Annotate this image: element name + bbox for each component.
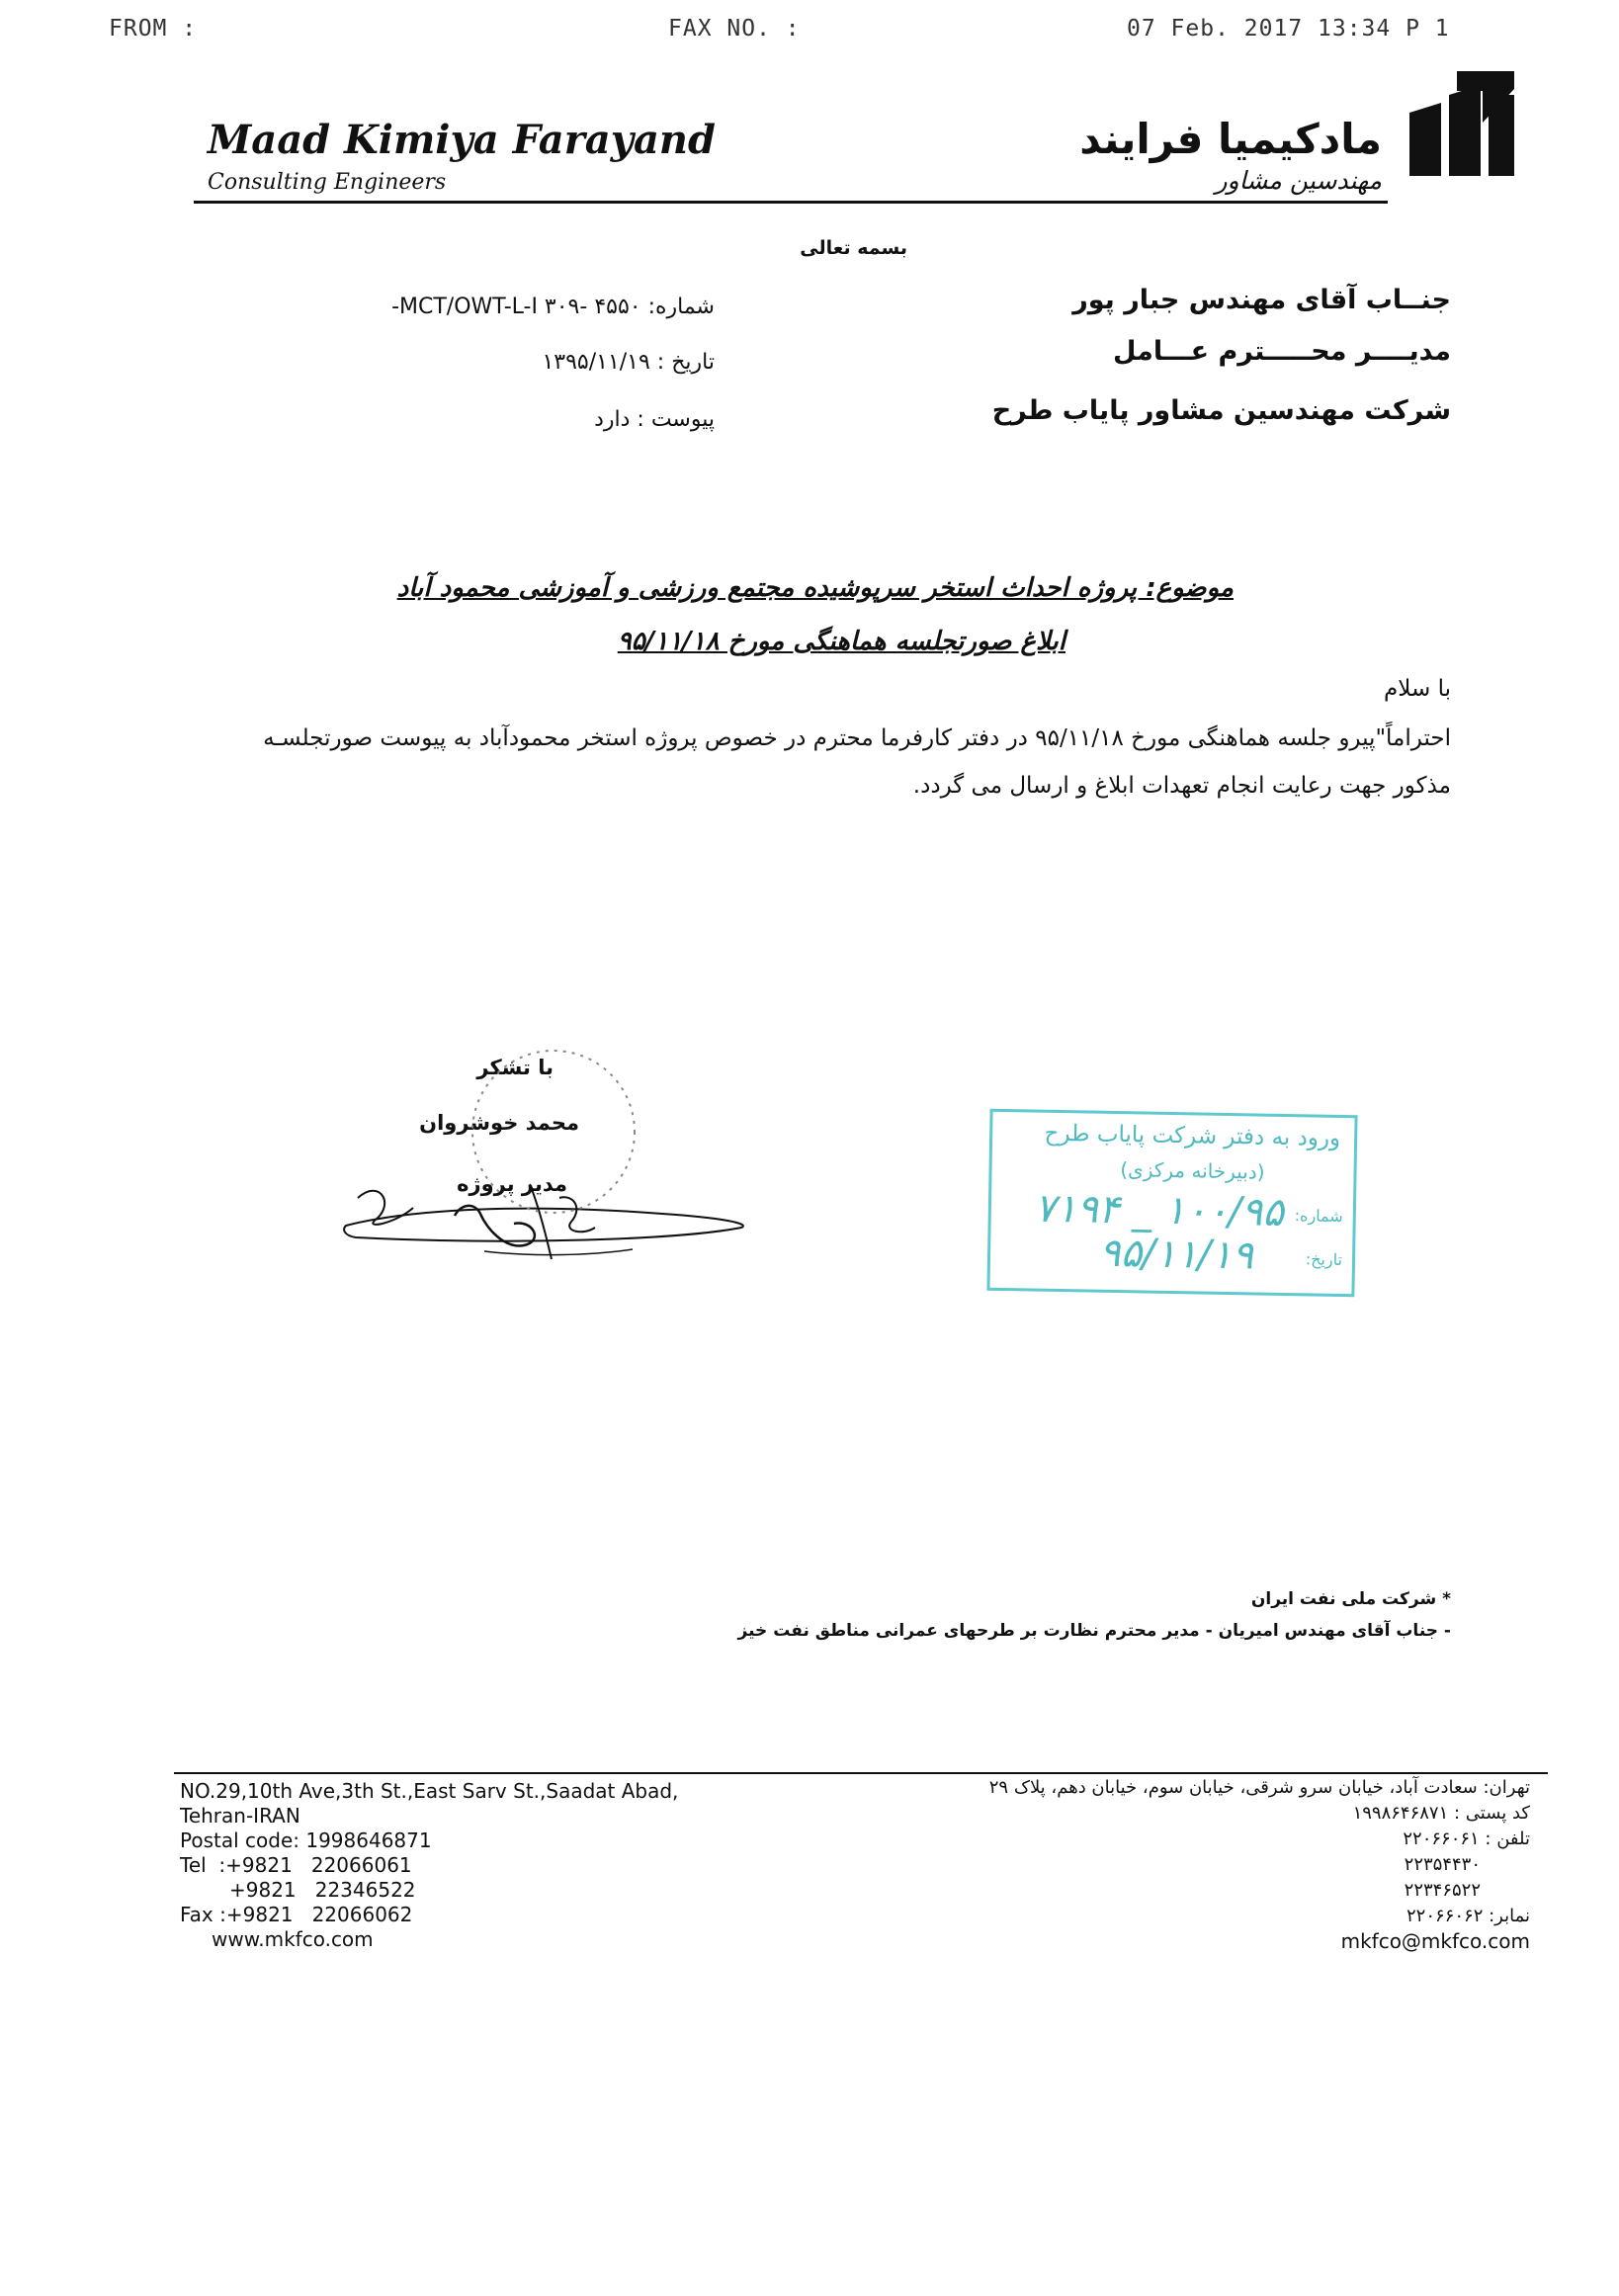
- footer-tel-2: +9821 22346522: [229, 1878, 416, 1902]
- received-stamp: [986, 1109, 1357, 1297]
- signature-closing: با تشکر: [476, 1056, 554, 1079]
- footer-divider: [174, 1772, 1548, 1774]
- body-line-1: احتراماً"پیرو جلسه هماهنگی مورخ ۹۵/۱۱/۱۸ در دفتر کارفرما محترم در خصوص پروژه استخر محمودآباد به پیوست صورتجلسـه: [263, 725, 1451, 751]
- cc-line-2: - جناب آقای مهندس امیریان - مدیر محترم نظارت بر طرحهای عمرانی مناطق نفت خیز: [737, 1621, 1451, 1641]
- stamp-subtitle: (دبیرخانه مرکزی): [1120, 1157, 1265, 1184]
- stamp-date-label: تاریخ:: [1305, 1249, 1343, 1270]
- letter-date: تاریخ : ۱۳۹۵/۱۱/۱۹: [542, 350, 715, 375]
- footer-tel-fa-2: ۲۲۳۵۴۴۳۰: [1404, 1854, 1481, 1875]
- footer-email: mkfco@mkfco.com: [1340, 1929, 1530, 1953]
- company-logo-icon: [1398, 65, 1516, 180]
- recipient-name: جنــاب آقای مهندس جبار پور: [1072, 285, 1451, 315]
- greeting: با سلام: [1384, 676, 1451, 702]
- footer-tel-fa-3: ۲۲۳۴۶۵۲۲: [1404, 1880, 1481, 1901]
- footer-address-line-2: Tehran-IRAN: [180, 1804, 300, 1828]
- letter-attachment: پیوست : دارد: [594, 407, 715, 432]
- footer-postal-fa: کد پستی : ۱۹۹۸۶۴۶۸۷۱: [1352, 1803, 1530, 1824]
- company-name-en: Maad Kimiya Farayand: [208, 117, 716, 163]
- footer-address-line-1: NO.29,10th Ave,3th St.,East Sarv St.,Saadat Abad,: [180, 1779, 679, 1803]
- stamp-number-value: ۱۰۰/۹۵ _ ۷۱۹۴: [1034, 1185, 1285, 1235]
- signature-title: مدیر پروژه: [457, 1172, 567, 1196]
- fax-number-label: FAX NO. :: [668, 16, 801, 42]
- subject-line-1: موضوع: پروژه احداث استخر سرپوشیده مجتمع ورزشی و آموزشی محمود آباد: [396, 573, 1234, 603]
- signature-name: محمد خوشروان: [419, 1111, 579, 1135]
- footer-address-fa: تهران: سعادت آباد، خیابان سرو شرقی، خیابان سوم، خیابان دهم، پلاک ۲۹: [988, 1777, 1530, 1798]
- recipient-company: شرکت مهندسین مشاور پایاب طرح: [991, 395, 1451, 426]
- stamp-number-label: شماره:: [1294, 1206, 1343, 1227]
- footer-website: www.mkfco.com: [212, 1927, 374, 1951]
- letterhead-divider: [194, 201, 1388, 204]
- fax-from-label: FROM :: [109, 16, 198, 42]
- footer-fax: Fax :+9821 22066062: [180, 1903, 413, 1926]
- stamp-date-value: ۹۵/۱۱/۱۹: [1098, 1230, 1254, 1279]
- invocation: بسمه تعالی: [800, 237, 907, 259]
- subject-line-2: ابلاغ صورتجلسه هماهنگی مورخ ۹۵/۱۱/۱۸: [617, 627, 1065, 656]
- company-subtitle-fa: مهندسین مشاور: [1215, 166, 1382, 195]
- footer-tel-fa-1: تلفن : ۲۲۰۶۶۰۶۱: [1403, 1828, 1530, 1849]
- company-name-fa: مادکیمیا فرایند: [1079, 115, 1382, 163]
- footer-fax-fa: نمابر: ۲۲۰۶۶۰۶۲: [1406, 1906, 1530, 1926]
- cc-line-1: * شرکت ملی نفت ایران: [1250, 1589, 1451, 1609]
- recipient-title: مدیــــر محـــــترم عـــامل: [1113, 336, 1451, 367]
- footer-tel-1: Tel :+9821 22066061: [180, 1853, 412, 1877]
- fax-timestamp: 07 Feb. 2017 13:34 P 1: [1127, 16, 1450, 42]
- round-seal-icon: [445, 1038, 662, 1226]
- body-line-2: مذکور جهت رعایت انجام تعهدات ابلاغ و ارسال می گردد.: [912, 773, 1451, 799]
- letter-number: شماره: ۴۵۵۰ -MCT/OWT-L-I ۳۰۹-: [391, 295, 715, 319]
- footer-postal-code: Postal code: 1998646871: [180, 1828, 432, 1852]
- company-subtitle-en: Consulting Engineers: [208, 170, 447, 195]
- stamp-title: ورود به دفتر شرکت پایاب طرح: [1044, 1120, 1341, 1151]
